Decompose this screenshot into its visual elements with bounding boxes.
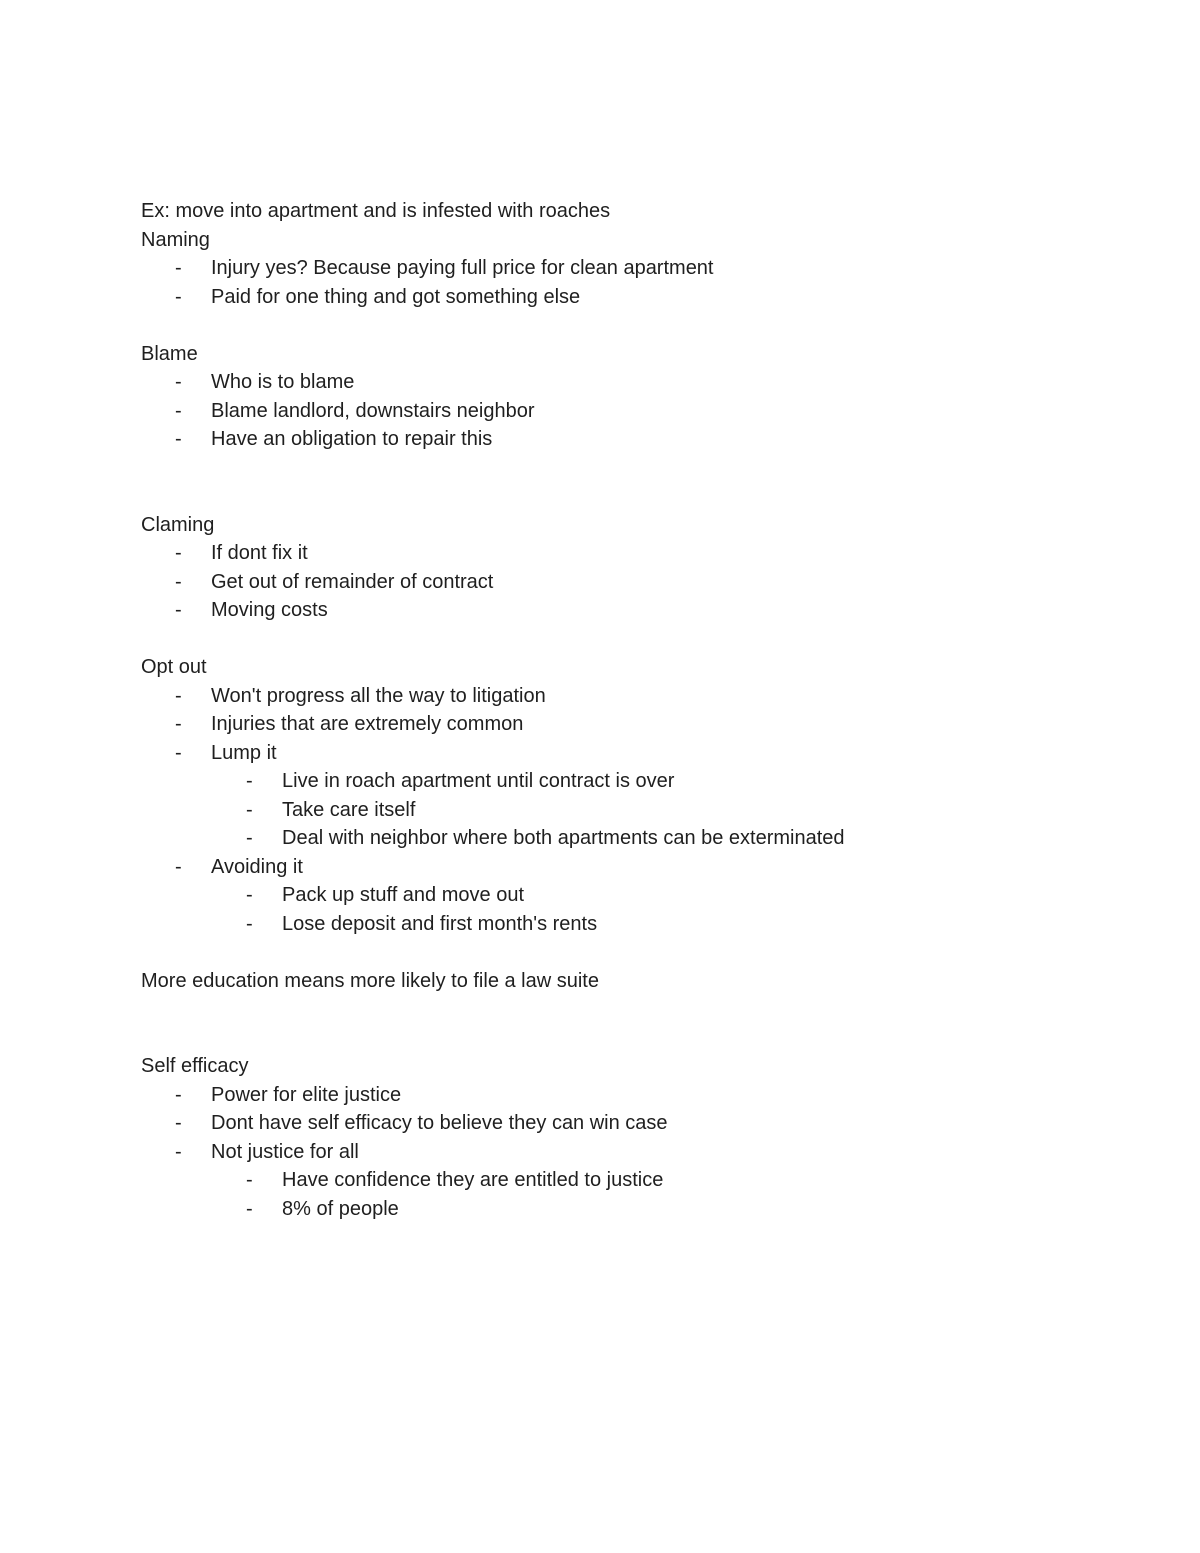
list-item-text: Get out of remainder of contract (211, 570, 494, 593)
dash-bullet: - (175, 1083, 182, 1106)
dash-bullet: - (175, 399, 182, 422)
list-item (141, 254, 1121, 283)
dash-bullet: - (175, 570, 182, 593)
list-item-text: Have an obligation to repair this (211, 428, 493, 450)
dash-bullet: - (175, 1112, 182, 1134)
dash-bullet: - (246, 884, 253, 906)
dash-bullet: - (175, 855, 182, 878)
list-item-text: Have confidence they are entitled to justice (282, 1169, 664, 1191)
dash-bullet: - (175, 542, 182, 564)
opt-out-heading: Opt out (141, 656, 207, 678)
list-item-text: If dont fix it (211, 542, 308, 564)
sub-list-item (141, 910, 1121, 939)
list-item (141, 368, 1121, 397)
list-item-text: Live in roach apartment until contract is over (282, 770, 675, 792)
self-efficacy-heading: Self efficacy (141, 1055, 249, 1077)
list-item (141, 1081, 1121, 1110)
spacer (141, 938, 1121, 967)
blame-heading: Blame (141, 342, 198, 365)
spacer (141, 995, 1121, 1052)
list-item-text: Blame landlord, downstairs neighbor (211, 399, 535, 422)
spacer (141, 625, 1121, 654)
list-item-text: Who is to blame (211, 371, 355, 393)
list-item (141, 1109, 1121, 1138)
list-item-text: Injury yes? Because paying full price for clean apartment (211, 257, 714, 279)
list-item-text: 8% of people (282, 1197, 399, 1220)
dash-bullet: - (175, 713, 182, 735)
list-item-text: Not justice for all (211, 1140, 359, 1163)
list-item (141, 682, 1121, 711)
spacer (141, 311, 1121, 340)
list-item (141, 1138, 1121, 1167)
dash-bullet: - (175, 285, 182, 308)
dash-bullet: - (175, 1140, 182, 1163)
sub-list-item (141, 1166, 1121, 1195)
list-item (141, 539, 1121, 568)
list-item (141, 425, 1121, 454)
spacer (141, 454, 1121, 511)
sub-list-item (141, 824, 1121, 853)
dash-bullet: - (246, 1169, 253, 1191)
dash-bullet: - (246, 770, 253, 792)
dash-bullet: - (175, 257, 182, 279)
dash-bullet: - (175, 684, 182, 707)
sub-list-item (141, 881, 1121, 910)
list-item-text: Won't progress all the way to litigation (211, 684, 546, 707)
list-item-text: Moving costs (211, 599, 328, 621)
list-item-text: Lose deposit and first month's rents (282, 912, 598, 935)
list-item (141, 739, 1121, 768)
sub-list-item (141, 767, 1121, 796)
list-item (141, 568, 1121, 597)
claming-heading: Claming (141, 513, 215, 536)
intro-line: Ex: move into apartment and is infested with roaches (141, 200, 611, 222)
dash-bullet: - (175, 428, 182, 450)
dash-bullet: - (246, 912, 253, 935)
dash-bullet: - (246, 1197, 253, 1220)
dash-bullet: - (246, 827, 253, 849)
list-item-text: Deal with neighbor where both apartments can be exterminated (282, 827, 845, 849)
list-item (141, 853, 1121, 882)
dash-bullet: - (175, 741, 182, 764)
document-page (141, 197, 1121, 1223)
list-item (141, 283, 1121, 312)
list-item-text: Injuries that are extremely common (211, 713, 524, 735)
sub-list-item (141, 1195, 1121, 1224)
dash-bullet: - (175, 599, 182, 621)
list-item (141, 710, 1121, 739)
list-item-text: Lump it (211, 741, 277, 764)
list-item-text: Take care itself (282, 798, 416, 821)
list-item (141, 397, 1121, 426)
dash-bullet: - (175, 371, 182, 393)
list-item-text: Dont have self efficacy to believe they can win case (211, 1112, 668, 1134)
naming-heading: Naming (141, 228, 210, 251)
dash-bullet: - (246, 798, 253, 821)
list-item-text: Pack up stuff and move out (282, 884, 525, 906)
list-item-text: Avoiding it (211, 855, 303, 878)
list-item-text: Power for elite justice (211, 1083, 402, 1106)
list-item-text: Paid for one thing and got something else (211, 285, 581, 308)
education-note: More education means more likely to file a law suite (141, 969, 599, 992)
sub-list-item (141, 796, 1121, 825)
list-item (141, 596, 1121, 625)
